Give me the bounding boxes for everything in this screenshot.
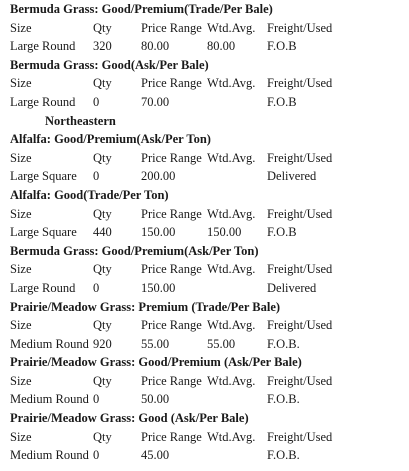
cell-size: Large Round xyxy=(10,280,76,295)
table-row xyxy=(10,223,409,242)
cell-size: Medium Round xyxy=(10,336,89,351)
cell-price-range: 150.00 xyxy=(141,280,176,295)
column-header-price-range: Price Range xyxy=(141,373,202,388)
column-header-price-range: Price Range xyxy=(141,76,202,91)
cell-freight-used: F.O.B. xyxy=(267,336,300,351)
cell-freight-used: Delivered xyxy=(267,169,317,184)
column-header-size: Size xyxy=(10,206,32,221)
cell-freight-used: F.O.B xyxy=(267,94,297,109)
cell-price-range: 45.00 xyxy=(141,448,170,463)
column-header-size: Size xyxy=(10,429,32,444)
region-heading: Northeastern xyxy=(45,113,116,128)
cell-price-range: 50.00 xyxy=(141,392,170,407)
column-header-wtd-avg: Wtd.Avg. xyxy=(207,150,256,165)
column-header-qty: Qty xyxy=(93,262,112,277)
report-section-title: Bermuda Grass: Good/Premium(Ask/Per Ton) xyxy=(10,243,259,258)
report-section-title: Alfalfa: Good(Trade/Per Ton) xyxy=(10,187,169,202)
column-header-price-range: Price Range xyxy=(141,318,202,333)
report-section-title: Bermuda Grass: Good/Premium(Trade/Per Bale) xyxy=(10,2,273,16)
cell-wtd-avg: 150.00 xyxy=(207,225,242,240)
table-header-row xyxy=(10,372,409,391)
table-header-row xyxy=(10,205,409,224)
cell-qty: 920 xyxy=(93,336,112,351)
column-header-size: Size xyxy=(10,373,32,388)
cell-qty: 0 xyxy=(93,392,100,407)
cell-size: Large Round xyxy=(10,39,76,54)
column-header-size: Size xyxy=(10,20,32,35)
column-header-freight-used: Freight/Used xyxy=(267,150,333,165)
report-section-title: Prairie/Meadow Grass: Premium (Trade/Per Bale) xyxy=(10,299,281,314)
column-header-qty: Qty xyxy=(93,373,112,388)
table-row xyxy=(10,390,409,409)
column-header-qty: Qty xyxy=(93,318,112,333)
cell-size: Medium Round xyxy=(10,448,89,463)
column-header-price-range: Price Range xyxy=(141,262,202,277)
cell-qty: 320 xyxy=(93,39,112,54)
column-header-price-range: Price Range xyxy=(141,206,202,221)
table-row xyxy=(10,279,409,298)
column-header-size: Size xyxy=(10,262,32,277)
column-header-wtd-avg: Wtd.Avg. xyxy=(207,262,256,277)
table-header-row xyxy=(10,19,409,38)
column-header-freight-used: Freight/Used xyxy=(267,429,333,444)
column-header-wtd-avg: Wtd.Avg. xyxy=(207,373,256,388)
cell-qty: 440 xyxy=(93,225,112,240)
column-header-wtd-avg: Wtd.Avg. xyxy=(207,76,256,91)
cell-qty: 0 xyxy=(93,448,100,463)
column-header-wtd-avg: Wtd.Avg. xyxy=(207,206,256,221)
cell-price-range: 150.00 xyxy=(141,225,176,240)
column-header-qty: Qty xyxy=(93,76,112,91)
table-row xyxy=(10,37,409,56)
cell-wtd-avg: 55.00 xyxy=(207,336,236,351)
column-header-qty: Qty xyxy=(93,429,112,444)
column-header-qty: Qty xyxy=(93,206,112,221)
column-header-freight-used: Freight/Used xyxy=(267,262,333,277)
column-header-size: Size xyxy=(10,318,32,333)
column-header-size: Size xyxy=(10,76,32,91)
cell-freight-used: F.O.B xyxy=(267,225,297,240)
column-header-price-range: Price Range xyxy=(141,150,202,165)
table-header-row xyxy=(10,428,409,447)
column-header-qty: Qty xyxy=(93,20,112,35)
column-header-freight-used: Freight/Used xyxy=(267,76,333,91)
table-header-row xyxy=(10,260,409,279)
hay-market-report xyxy=(10,0,409,465)
cell-price-range: 200.00 xyxy=(141,169,176,184)
cell-price-range: 80.00 xyxy=(141,39,170,54)
cell-freight-used: F.O.B. xyxy=(267,392,300,407)
cell-qty: 0 xyxy=(93,169,100,184)
table-row xyxy=(10,93,409,112)
cell-price-range: 55.00 xyxy=(141,336,170,351)
table-row xyxy=(10,335,409,354)
cell-freight-used: Delivered xyxy=(267,280,317,295)
cell-price-range: 70.00 xyxy=(141,94,170,109)
column-header-freight-used: Freight/Used xyxy=(267,373,333,388)
column-header-freight-used: Freight/Used xyxy=(267,20,333,35)
column-header-price-range: Price Range xyxy=(141,429,202,444)
table-header-row xyxy=(10,316,409,335)
report-section-title: Prairie/Meadow Grass: Good (Ask/Per Bale) xyxy=(10,411,249,426)
column-header-price-range: Price Range xyxy=(141,20,202,35)
table-row xyxy=(10,446,409,465)
table-row xyxy=(10,167,409,186)
report-section-title: Alfalfa: Good/Premium(Ask/Per Ton) xyxy=(10,132,211,147)
cell-size: Large Square xyxy=(10,225,77,240)
report-section-title: Prairie/Meadow Grass: Good/Premium (Ask/Per Bale) xyxy=(10,355,302,370)
column-header-freight-used: Freight/Used xyxy=(267,318,333,333)
cell-size: Medium Round xyxy=(10,392,89,407)
cell-size: Large Square xyxy=(10,169,77,184)
cell-qty: 0 xyxy=(93,94,100,109)
table-header-row xyxy=(10,149,409,168)
report-section-title: Bermuda Grass: Good(Ask/Per Bale) xyxy=(10,57,209,72)
cell-wtd-avg: 80.00 xyxy=(207,39,236,54)
column-header-wtd-avg: Wtd.Avg. xyxy=(207,429,256,444)
cell-qty: 0 xyxy=(93,280,100,295)
column-header-size: Size xyxy=(10,150,32,165)
column-header-freight-used: Freight/Used xyxy=(267,206,333,221)
cell-size: Large Round xyxy=(10,94,76,109)
cell-freight-used: F.O.B xyxy=(267,39,297,54)
column-header-qty: Qty xyxy=(93,150,112,165)
column-header-wtd-avg: Wtd.Avg. xyxy=(207,318,256,333)
table-header-row xyxy=(10,74,409,93)
column-header-wtd-avg: Wtd.Avg. xyxy=(207,20,256,35)
cell-freight-used: F.O.B. xyxy=(267,448,300,463)
